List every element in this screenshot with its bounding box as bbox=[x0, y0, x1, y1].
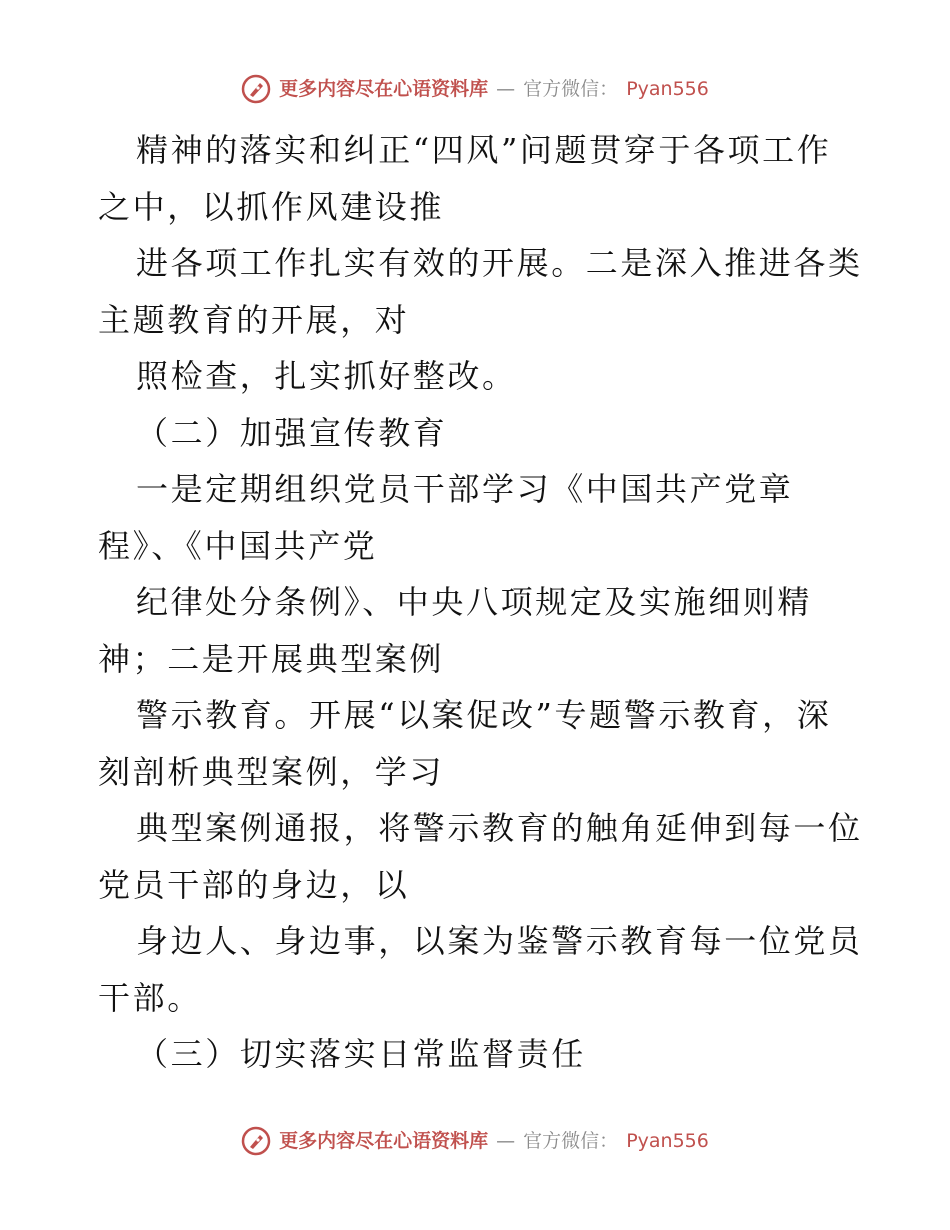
pen-nib-logo-icon bbox=[241, 1126, 271, 1156]
watermark-dash: — bbox=[496, 1130, 516, 1152]
body-line: 党员干部的身边，以 bbox=[98, 865, 410, 904]
pen-nib-logo-icon bbox=[241, 74, 271, 104]
watermark-id: Pyan556 bbox=[626, 78, 709, 100]
watermark-brand: 更多内容尽在心语资料库 bbox=[279, 1130, 489, 1152]
body-line: 程》、《中国共产党 bbox=[98, 526, 378, 565]
body-line: 干部。 bbox=[98, 978, 202, 1017]
body-line: 神；二是开展典型案例 bbox=[98, 639, 445, 678]
watermark-label: 官方微信： bbox=[523, 78, 619, 100]
watermark-brand: 更多内容尽在心语资料库 bbox=[279, 78, 489, 100]
footer-watermark bbox=[0, 1126, 950, 1156]
body-line: 主题教育的开展，对 bbox=[98, 300, 410, 339]
document-body bbox=[98, 122, 863, 1083]
body-line: 典型案例通报，将警示教育的触角延伸到每一位 bbox=[136, 809, 863, 847]
body-line: 警示教育。开展“以案促改”专题警示教育，深 bbox=[136, 696, 832, 734]
body-line: 纪律处分条例》、中央八项规定及实施细则精 bbox=[136, 583, 813, 621]
watermark-dash: — bbox=[496, 78, 516, 100]
body-line: 进各项工作扎实有效的开展。二是深入推进各类 bbox=[136, 244, 863, 282]
body-line: 身边人、身边事，以案为鉴警示教育每一位党员 bbox=[136, 922, 863, 960]
watermark-label: 官方微信： bbox=[523, 1130, 619, 1152]
body-line: 刻剖析典型案例，学习 bbox=[98, 752, 445, 791]
body-line: 之中，以抓作风建设推 bbox=[98, 187, 445, 226]
body-line: 精神的落实和纠正“四风”问题贯穿于各项工作 bbox=[136, 131, 832, 169]
watermark-id: Pyan556 bbox=[626, 1130, 709, 1152]
section-heading: （二）加强宣传教育 bbox=[136, 413, 448, 452]
body-line: 一是定期组织党员干部学习《中国共产党章 bbox=[136, 470, 794, 508]
body-line: 照检查，扎实抓好整改。 bbox=[136, 357, 517, 395]
section-heading: （三）切实落实日常监督责任 bbox=[136, 1035, 586, 1073]
header-watermark bbox=[0, 74, 950, 104]
